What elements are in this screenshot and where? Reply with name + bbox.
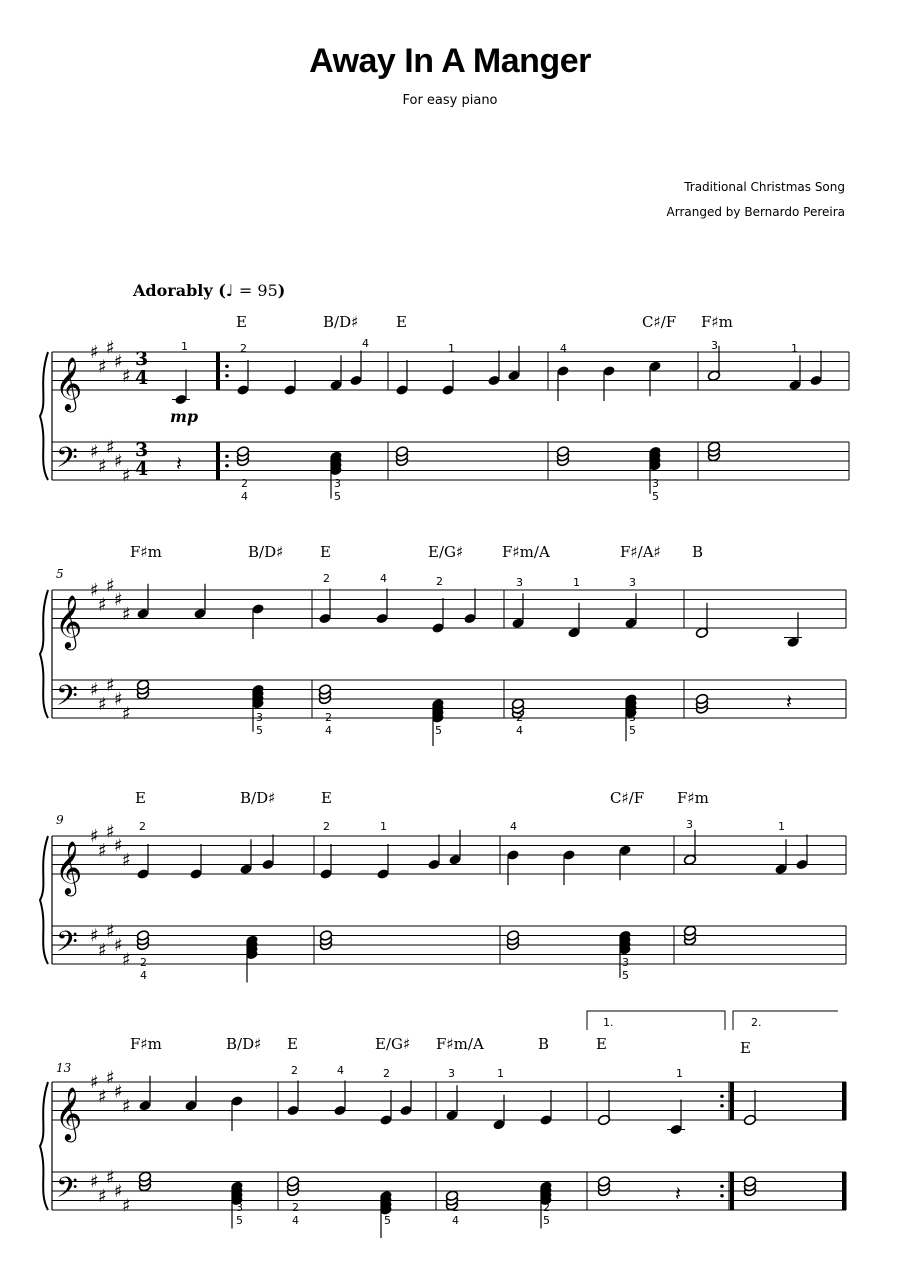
fingering: 2: [139, 820, 146, 833]
fingering: 3: [686, 818, 693, 831]
fingering: 5: [236, 1214, 243, 1227]
sharp-icon: ♯: [98, 840, 107, 862]
sharp-icon: ♯: [114, 689, 123, 710]
sharp-icon: ♯: [98, 455, 107, 477]
fingering: 3: [622, 956, 629, 969]
volta-label: 1.: [603, 1016, 614, 1029]
sharp-icon: ♯: [90, 1171, 99, 1193]
fingering: 4: [516, 724, 523, 737]
sharp-icon: ♯: [98, 939, 107, 961]
fingering: 3: [236, 1201, 243, 1214]
sharp-icon: ♯: [90, 826, 99, 847]
sharp-icon: ♯: [106, 1166, 115, 1188]
fingering: 2: [543, 1201, 550, 1214]
fingering: 3: [652, 477, 659, 490]
repeat-dot: [720, 1094, 724, 1098]
sharp-icon: ♯: [90, 925, 99, 947]
fingering: 3: [384, 1201, 391, 1214]
measure-number: 5: [56, 567, 64, 581]
fingering: 4: [337, 1064, 344, 1077]
sharp-icon: ♯: [106, 575, 115, 597]
fingering: 5: [384, 1214, 391, 1227]
fingering: 5: [629, 724, 636, 737]
final-barline: [842, 1082, 846, 1120]
chord-symbol: F♯m/A: [502, 543, 550, 561]
fingering: 1: [448, 342, 455, 355]
repeat-barline: [216, 352, 220, 390]
fingering: 3: [448, 1067, 455, 1080]
chord-symbol: B/D♯: [240, 789, 276, 807]
fingering: 2: [291, 1064, 298, 1077]
sharp-icon: ♯: [122, 465, 131, 487]
fingering: 5: [543, 1214, 550, 1227]
time-signature-top: 3: [135, 439, 149, 461]
sharp-icon: ♯: [114, 351, 123, 373]
fingering: 2: [323, 572, 330, 585]
sharp-icon: ♯: [98, 1185, 107, 1207]
fingering: 1: [497, 1067, 504, 1080]
fingering: 4: [325, 724, 332, 737]
fingering: 2: [516, 711, 523, 724]
arranger-credit: Arranged by Bernardo Pereira: [666, 205, 845, 219]
chord-symbol: E: [321, 789, 332, 807]
sharp-icon: ♯: [122, 1095, 131, 1117]
sharp-icon: ♯: [122, 703, 131, 725]
repeat-dot: [225, 374, 229, 378]
chord-symbol: E: [135, 789, 146, 807]
chord-symbol: F♯m/A: [436, 1035, 484, 1053]
sharp-icon: ♯: [106, 436, 115, 458]
sharp-icon: ♯: [98, 356, 107, 378]
fingering: 2: [140, 956, 147, 969]
fingering: 3: [629, 576, 636, 589]
treble-clef-icon: 𝄞: [55, 1086, 83, 1140]
fingering: 3: [629, 711, 636, 724]
chord-symbol: C♯/F: [610, 789, 645, 807]
fingering: 3: [334, 477, 341, 490]
fingering: 1: [778, 820, 785, 833]
sharp-icon: ♯: [114, 451, 123, 472]
fingering: 4: [452, 1214, 459, 1227]
repeat-barline: [730, 1172, 734, 1210]
score-subtitle: For easy piano: [402, 93, 498, 108]
final-barline: [842, 1172, 846, 1210]
measure-number: 9: [56, 813, 64, 827]
brace-icon: [40, 352, 48, 480]
treble-clef-icon: 𝄞: [55, 840, 83, 894]
sharp-icon: ♯: [106, 337, 115, 359]
fingering: 2: [383, 1067, 390, 1080]
sharp-icon: ♯: [98, 1086, 107, 1108]
chord-symbol: F♯m: [130, 543, 162, 561]
bass-clef-icon: 𝄢: [56, 1171, 78, 1212]
fingering: 5: [652, 490, 659, 503]
brace-icon: [40, 1082, 48, 1210]
repeat-dot: [225, 454, 229, 458]
fingering: 1: [791, 342, 798, 355]
fingering: 1: [181, 340, 188, 353]
repeat-dot: [720, 1184, 724, 1188]
chord-symbol: F♯/A♯: [620, 543, 661, 561]
chord-symbol: E: [320, 543, 331, 561]
fingering: 4: [241, 490, 248, 503]
volta-label: 2.: [751, 1016, 762, 1029]
chord-symbol: B/D♯: [323, 313, 359, 331]
repeat-barline: [730, 1082, 734, 1120]
bass-clef-icon: 𝄢: [56, 925, 78, 966]
sharp-icon: ♯: [114, 935, 123, 956]
time-signature-top: 3: [135, 348, 149, 370]
sharp-icon: ♯: [98, 693, 107, 715]
quarter-note-icon: ♩: [225, 281, 234, 300]
chord-symbol: B/D♯: [248, 543, 284, 561]
fingering: 4: [292, 1214, 299, 1227]
fingering: 2: [325, 711, 332, 724]
fingering: 2: [323, 820, 330, 833]
sharp-icon: ♯: [90, 342, 99, 363]
fingering: 1: [573, 576, 580, 589]
fingering: 3: [711, 339, 718, 352]
sharp-icon: ♯: [122, 949, 131, 971]
score-title: Away In A Manger: [309, 42, 591, 80]
sharp-icon: ♯: [114, 589, 123, 611]
repeat-dot: [720, 1104, 724, 1108]
chord-symbol: B: [538, 1035, 550, 1053]
fingering: 4: [560, 342, 567, 355]
sharp-icon: ♯: [122, 603, 131, 625]
fingering: 4: [380, 572, 387, 585]
fingering: 3: [435, 711, 442, 724]
chord-symbol: E: [287, 1035, 298, 1053]
fingering: 5: [622, 969, 629, 982]
time-signature-bottom: 4: [135, 367, 149, 389]
volta-bracket-2: [733, 1011, 838, 1030]
fingering: 2: [240, 342, 247, 355]
tempo-marking: Adorably (♩ = 95): [133, 281, 286, 300]
chord-symbol: F♯m: [677, 789, 709, 807]
sharp-icon: ♯: [106, 1067, 115, 1089]
fingering: 5: [334, 490, 341, 503]
chord-symbol: B/D♯: [226, 1035, 262, 1053]
fingering: 3: [256, 711, 263, 724]
brace-icon: [40, 590, 48, 718]
fingering: 1: [380, 820, 387, 833]
chord-symbol: C♯/F: [642, 313, 677, 331]
dynamic-marking: mp: [170, 407, 199, 426]
sharp-icon: ♯: [98, 594, 107, 616]
quarter-rest-icon: 𝄽: [786, 689, 793, 714]
sharp-icon: ♯: [114, 835, 123, 857]
measure-number: 13: [56, 1061, 72, 1075]
tempo-bpm: = 95: [238, 281, 278, 300]
sharp-icon: ♯: [106, 821, 115, 843]
fingering: 2: [241, 477, 248, 490]
repeat-dot: [720, 1194, 724, 1198]
fingering: 3: [516, 576, 523, 589]
chord-symbol: E: [740, 1039, 751, 1057]
treble-clef-icon: 𝄞: [55, 356, 83, 410]
sharp-icon: ♯: [90, 580, 99, 601]
chord-symbol: E/G♯: [428, 543, 464, 561]
fingering: 2: [452, 1201, 459, 1214]
chord-symbol: B: [692, 543, 704, 561]
chord-symbol: E: [396, 313, 407, 331]
fingering: 4: [362, 337, 369, 350]
tempo-text: Adorably: [133, 281, 213, 300]
treble-clef-icon: 𝄞: [55, 594, 83, 648]
chord-symbol: E: [236, 313, 247, 331]
chord-symbol: E: [596, 1035, 607, 1053]
repeat-barline: [216, 442, 220, 480]
fingering: 4: [510, 820, 517, 833]
sharp-icon: ♯: [106, 920, 115, 942]
chord-symbol: F♯m: [701, 313, 733, 331]
quarter-rest-icon: 𝄽: [675, 1181, 682, 1206]
sharp-icon: ♯: [114, 1081, 123, 1103]
fingering: 5: [435, 724, 442, 737]
repeat-dot: [225, 364, 229, 368]
composer-credit: Traditional Christmas Song: [684, 180, 845, 194]
repeat-dot: [225, 464, 229, 468]
chord-symbol: F♯m: [130, 1035, 162, 1053]
sharp-icon: ♯: [122, 1195, 131, 1217]
fingering: 4: [140, 969, 147, 982]
bass-clef-icon: 𝄢: [56, 441, 78, 482]
fingering: 2: [436, 575, 443, 588]
fingering: 2: [292, 1201, 299, 1214]
sharp-icon: ♯: [90, 1072, 99, 1093]
brace-icon: [40, 836, 48, 964]
sharp-icon: ♯: [90, 441, 99, 463]
fingering: 1: [676, 1067, 683, 1080]
sharp-icon: ♯: [90, 679, 99, 701]
time-signature-bottom: 4: [135, 458, 149, 480]
sharp-icon: ♯: [114, 1181, 123, 1202]
sharp-icon: ♯: [106, 674, 115, 696]
sharp-icon: ♯: [122, 365, 131, 387]
quarter-rest-icon: 𝄽: [176, 451, 183, 476]
fingering: 5: [256, 724, 263, 737]
music-notation: [40, 337, 849, 1238]
bass-clef-icon: 𝄢: [56, 679, 78, 720]
sharp-icon: ♯: [122, 849, 131, 871]
chord-symbol: E/G♯: [375, 1035, 411, 1053]
tempo-paren-open: (: [218, 281, 226, 300]
